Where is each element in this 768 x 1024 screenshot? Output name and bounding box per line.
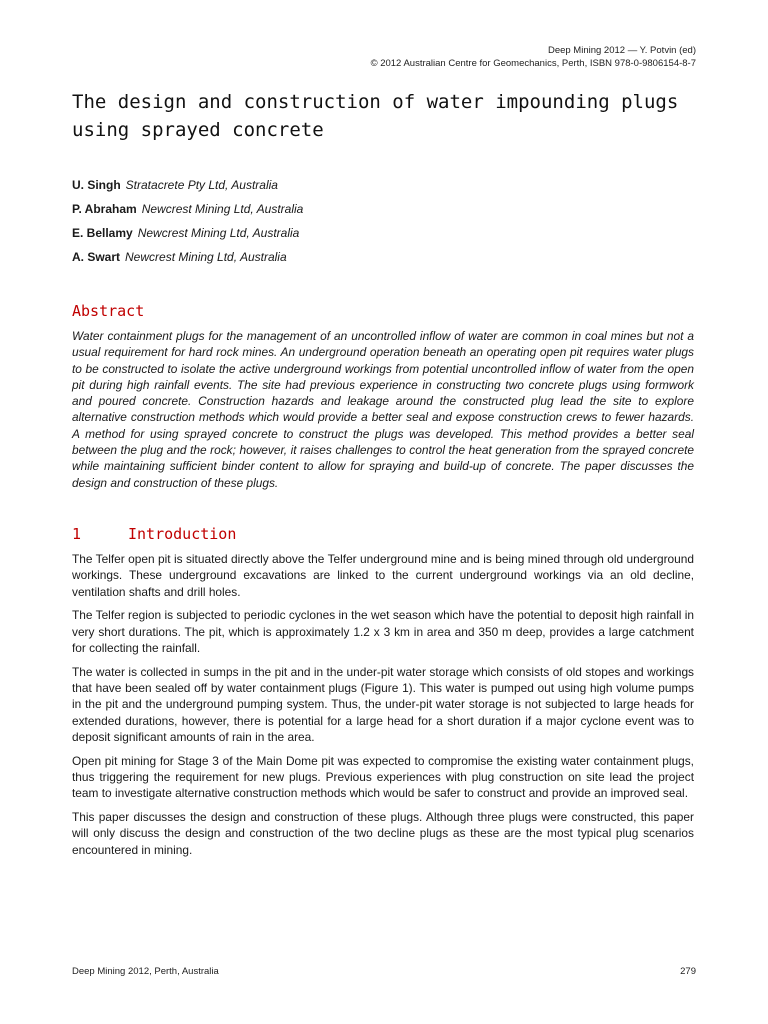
author-name: U. Singh (72, 178, 121, 192)
author-affiliation: Newcrest Mining Ltd, Australia (141, 202, 304, 216)
abstract-heading: Abstract (72, 302, 145, 320)
body-paragraph: The Telfer open pit is situated directly above the Telfer underground mine and is being mined through old underground workings. These underground excavations are linked to the current underground workings via an old decline, ventilation shafts and drill holes. (72, 552, 694, 599)
section-title: Introduction (128, 525, 237, 543)
body-paragraph: The Telfer region is subjected to periodic cyclones in the wet season which have the potential to deposit high rainfall in very short durations. The pit, which is approximately 1.2 x 3 km in area and 350 m deep, provides a large catchment for collecting the rainfall. (72, 608, 694, 655)
body-paragraph: The water is collected in sumps in the pit and in the under-pit water storage which consists of old stopes and workings that have been sealed off by water containment plugs (Figure 1). This water is pumped out using high volume pumps in the pit and the underground pumping system. Thus, the under-pit water storage is not subjected to large heads for extended durations, however, there is potential for a large head for a short duration if a major cyclone event was to deposit significant amounts of rain in the area. (72, 664, 694, 744)
abstract-text: Water containment plugs for the management of an uncontrolled inflow of water are common in coal mines but not a usual requirement for hard rock mines. An underground operation beneath an operating open pit requires water plugs to be constructed to isolate the active underground workings from potential uncontrolled inflow of water from the open pit during high rainfall events. The site had previous experience in constructing two concrete plugs using formwork and poured concrete. Construction hazards and leakage around the constructed plug lead the site to explore alternative construction methods which would provide a better seal and expose construction crews to fewer hazards. A method for using sprayed concrete to construct the plugs was developed. This method provides a better seal between the plug and the rock; however, it raises challenges to control the heat generation from the sprayed concrete while maintaining sufficient binder content to allow for spraying and build-up of concrete. The paper discusses the design and construction of these plugs. (72, 329, 694, 490)
body-paragraph: This paper discusses the design and construction of these plugs. Although three plugs were constructed, this paper will only discuss the design and construction of the two decline plugs as these are the most typical plug scenarios encountered in mining. (72, 810, 694, 857)
author-affiliation: Newcrest Mining Ltd, Australia (137, 226, 300, 240)
author-entry (72, 245, 692, 269)
author-entry (72, 221, 692, 245)
author-name: A. Swart (72, 250, 121, 264)
section-number: 1 (72, 525, 82, 543)
introduction-heading (72, 524, 236, 544)
paper-title: The design and construction of water impounding plugs using sprayed concrete (72, 91, 679, 141)
author-affiliation: Stratacrete Pty Ltd, Australia (125, 178, 278, 192)
author-entry (72, 173, 692, 197)
author-entry (72, 197, 692, 221)
body-paragraph: Open pit mining for Stage 3 of the Main Dome pit was expected to compromise the existing water containment plugs, thus triggering the requirement for new plugs. Previous experiences with plug construction on site lead the project team to investigate alternative construction methods which would be safer to construct and provide an improved seal. (72, 753, 694, 801)
running-header-copyright: © 2012 Australian Centre for Geomechanics, Perth, ISBN 978-0-9806154-8-7 (370, 58, 696, 69)
introduction-body (72, 551, 694, 866)
author-name: P. Abraham (72, 202, 137, 216)
author-affiliation: Newcrest Mining Ltd, Australia (125, 250, 287, 264)
footer-conference: Deep Mining 2012, Perth, Australia (72, 966, 219, 977)
author-name: E. Bellamy (72, 226, 133, 240)
running-header-conference: Deep Mining 2012 — Y. Potvin (ed) (547, 45, 696, 56)
page-number: 279 (680, 966, 696, 977)
author-list (72, 173, 692, 269)
